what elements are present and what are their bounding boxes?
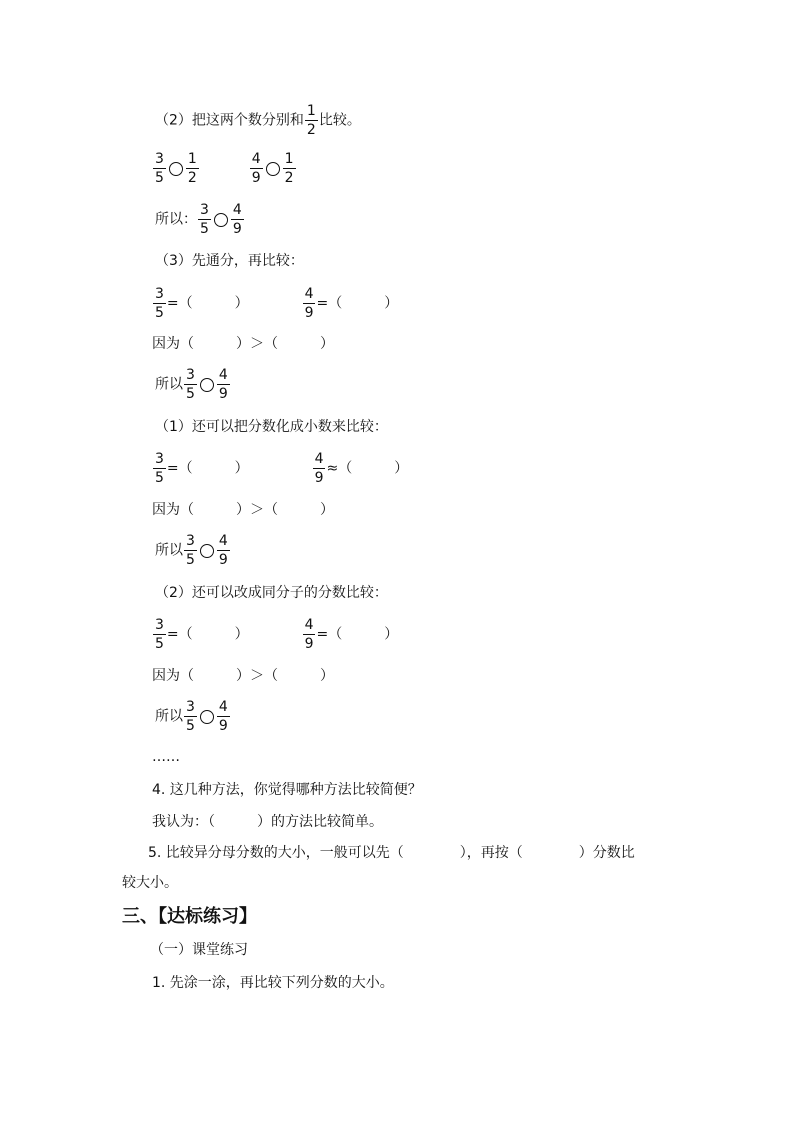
because-row[interactable]: 因为（ ）＞（ ） bbox=[152, 336, 334, 352]
fraction: $\frac{4}{9}$ bbox=[304, 617, 314, 652]
fraction: $\frac{4}{9}$ bbox=[218, 699, 228, 734]
fraction: $\frac{4}{9}$ bbox=[218, 533, 228, 568]
conclusion-row: 所以 $\frac{3}{5}$ $\frac{4}{9}$ bbox=[155, 699, 228, 734]
fraction: $\frac{3}{5}$ bbox=[186, 533, 195, 568]
fraction: $\frac{3}{5}$ bbox=[155, 451, 164, 486]
fraction: $\frac{4}{9}$ bbox=[314, 451, 324, 486]
compare-circle[interactable] bbox=[214, 213, 228, 227]
fraction: $\frac{3}{5}$ bbox=[186, 367, 195, 402]
section-2-title: （2）把这两个数分别和 $\frac{1}{2}$ 比较。 bbox=[155, 103, 361, 138]
method-decimal-title: （1）还可以把分数化成小数来比较： bbox=[155, 419, 388, 435]
fraction: $\frac{3}{5}$ bbox=[200, 202, 209, 237]
fraction: $\frac{1}{2}$ bbox=[187, 151, 197, 186]
compare-circle[interactable] bbox=[200, 544, 214, 558]
compare-circle[interactable] bbox=[169, 162, 183, 176]
because-row[interactable]: 因为（ ）＞（ ） bbox=[152, 668, 334, 684]
equation-row bbox=[152, 618, 398, 651]
answer-blank[interactable]: ≈（ ） bbox=[326, 460, 409, 477]
conclusion-row: 所以 $\frac{3}{5}$ $\frac{4}{9}$ bbox=[155, 367, 228, 402]
answer-blank[interactable]: =（ ） bbox=[166, 460, 249, 477]
comparison-row bbox=[152, 152, 297, 185]
fraction: $\frac{4}{9}$ bbox=[218, 367, 228, 402]
exercise-1: 1. 先涂一涂，再比较下列分数的大小。 bbox=[152, 975, 394, 991]
question-5-line-2: 较大小。 bbox=[122, 875, 178, 891]
question-5-line-1[interactable]: 5. 比较异分母分数的大小，一般可以先（ ），再按（ ）分数比 bbox=[148, 845, 635, 861]
equation-row bbox=[152, 287, 398, 320]
section-heading: 三、【达标练习】 bbox=[122, 906, 257, 927]
answer-blank[interactable]: =（ ） bbox=[316, 295, 399, 312]
equation-row bbox=[152, 452, 408, 485]
conclusion-row: 所以 $\frac{3}{5}$ $\frac{4}{9}$ bbox=[155, 533, 228, 568]
answer-blank[interactable]: =（ ） bbox=[166, 295, 249, 312]
question-4: 4. 这几种方法，你觉得哪种方法比较简便？ bbox=[152, 782, 422, 798]
fraction: $\frac{4}{9}$ bbox=[304, 286, 314, 321]
compare-circle[interactable] bbox=[266, 162, 280, 176]
fraction: $\frac{3}{5}$ bbox=[155, 151, 164, 186]
fraction: $\frac{1}{2}$ bbox=[306, 103, 316, 138]
section-3-title: （3）先通分，再比较： bbox=[155, 253, 304, 269]
fraction: $\frac{3}{5}$ bbox=[155, 617, 164, 652]
compare-circle[interactable] bbox=[200, 378, 214, 392]
answer-blank[interactable]: =（ ） bbox=[166, 626, 249, 643]
compare-circle[interactable] bbox=[200, 710, 214, 724]
fraction: $\frac{4}{9}$ bbox=[232, 202, 242, 237]
ellipsis: …… bbox=[152, 749, 180, 765]
fraction: $\frac{3}{5}$ bbox=[155, 286, 164, 321]
subsection-title: （一）课堂练习 bbox=[150, 942, 248, 958]
fraction: $\frac{4}{9}$ bbox=[251, 151, 261, 186]
because-row[interactable]: 因为（ ）＞（ ） bbox=[152, 502, 334, 518]
conclusion-row: 所以： $\frac{3}{5}$ $\frac{4}{9}$ bbox=[155, 202, 242, 237]
question-4-answer[interactable]: 我认为：（ ）的方法比较简单。 bbox=[152, 814, 383, 830]
fraction: $\frac{1}{2}$ bbox=[284, 151, 294, 186]
fraction: $\frac{3}{5}$ bbox=[186, 699, 195, 734]
method-numerator-title: （2）还可以改成同分子的分数比较： bbox=[155, 585, 388, 601]
answer-blank[interactable]: =（ ） bbox=[316, 626, 399, 643]
